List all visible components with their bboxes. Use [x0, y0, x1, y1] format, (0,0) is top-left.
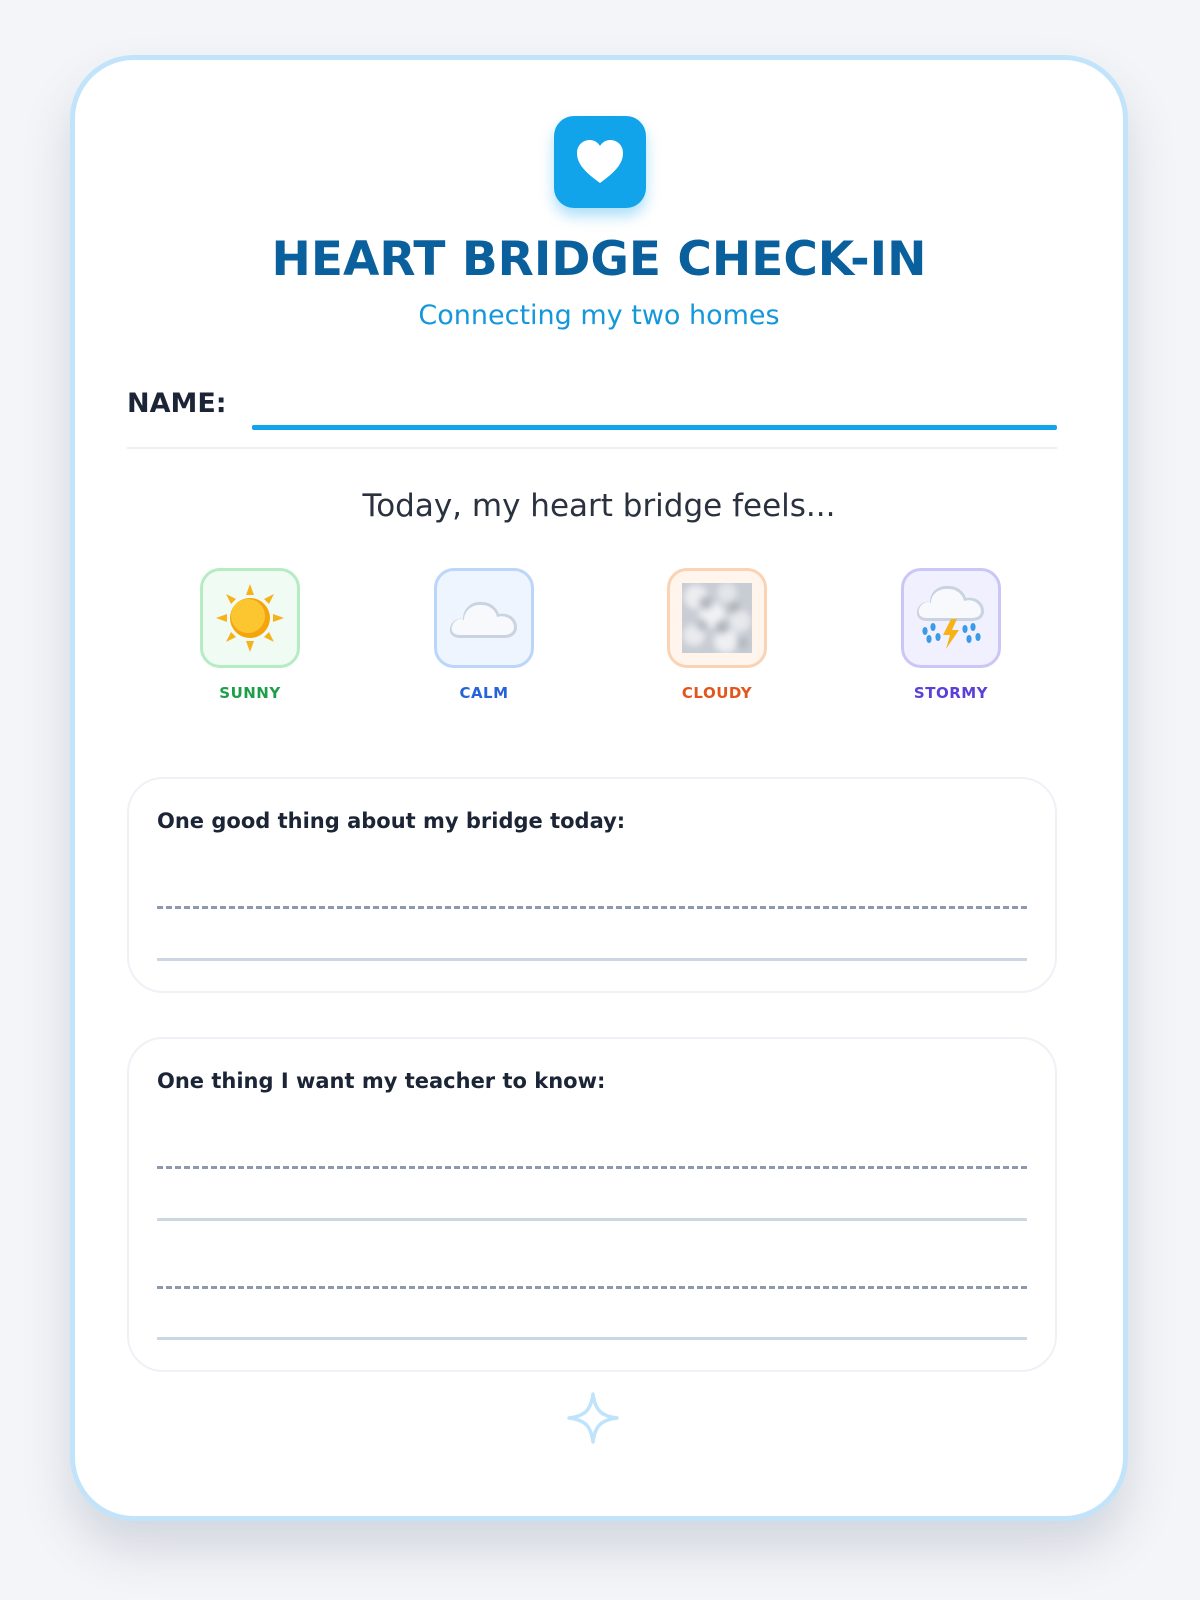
- writing-line-dashed[interactable]: [157, 1286, 1027, 1289]
- mood-box-cloudy[interactable]: [667, 568, 767, 668]
- section-divider: [127, 447, 1057, 449]
- writing-line-solid[interactable]: [157, 1218, 1027, 1221]
- mood-label-sunny: SUNNY: [219, 684, 281, 702]
- sparkle-icon: [565, 1390, 621, 1446]
- heart-logo: [554, 116, 646, 208]
- heart-icon: [575, 139, 625, 185]
- writing-line-dashed[interactable]: [157, 906, 1027, 909]
- mood-option-stormy[interactable]: [851, 568, 1051, 702]
- storm-icon: [913, 583, 989, 653]
- page-title: HEART BRIDGE CHECK-IN: [271, 232, 927, 287]
- mood-box-stormy[interactable]: [901, 568, 1001, 668]
- mood-box-sunny[interactable]: [200, 568, 300, 668]
- mood-box-calm[interactable]: [434, 568, 534, 668]
- writing-line-solid[interactable]: [157, 1337, 1027, 1340]
- good-thing-panel: [127, 777, 1057, 993]
- mood-option-sunny[interactable]: [150, 568, 350, 702]
- mood-label-stormy: STORMY: [913, 684, 989, 702]
- page-subtitle: Connecting my two homes: [418, 300, 780, 331]
- writing-line-solid[interactable]: [157, 958, 1027, 961]
- mood-option-calm[interactable]: [384, 568, 584, 702]
- check-in-card: [70, 55, 1128, 1521]
- sun-icon: [214, 582, 286, 654]
- teacher-note-label: One thing I want my teacher to know:: [157, 1069, 606, 1093]
- good-thing-label: One good thing about my bridge today:: [157, 809, 626, 833]
- mood-label-calm: CALM: [459, 684, 509, 702]
- fog-icon: [682, 583, 752, 653]
- name-label: NAME:: [127, 388, 227, 419]
- cloud-icon: [446, 590, 522, 646]
- writing-line-dashed[interactable]: [157, 1166, 1027, 1169]
- mood-option-cloudy[interactable]: [617, 568, 817, 702]
- mood-label-cloudy: CLOUDY: [681, 684, 753, 702]
- teacher-note-panel: [127, 1037, 1057, 1372]
- mood-prompt: Today, my heart bridge feels...: [362, 488, 836, 524]
- name-input-line[interactable]: [252, 425, 1057, 430]
